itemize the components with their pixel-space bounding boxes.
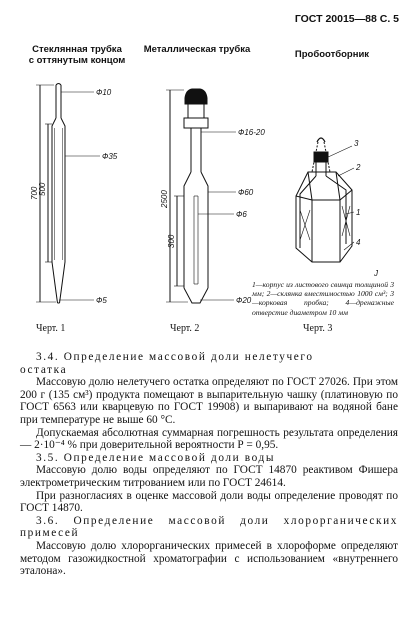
section-3-5-heading: 3.5. Определение массовой доли воды (36, 451, 276, 464)
fig1-label-d-mid: Ф35 (102, 152, 118, 161)
fig1-label-d-bot: Ф5 (96, 296, 107, 305)
body-text (20, 351, 398, 578)
figure-1-title-line1: Стеклянная трубка (32, 44, 122, 55)
figure-2-title: Металлическая трубка (143, 44, 251, 55)
section-3-4-heading: 3.4. Определение массовой доли нелетучего (36, 351, 314, 363)
fig3-number-1: 1 (356, 208, 361, 217)
figure-2-caption: Черт. 2 (170, 323, 200, 334)
fig2-label-d3: Ф6 (236, 210, 247, 219)
section-3-5-paragraph-2: При разногласиях в оценке массовой доли воды определение проводят по ГОСТ 14870. (20, 489, 398, 515)
gost-header: ГОСТ 20015—88 С. 5 (294, 13, 399, 25)
fig3-number-4: 4 (356, 238, 361, 247)
fig2-label-len-part: 300 (167, 234, 176, 248)
fig1-label-d-top: Ф10 (96, 88, 112, 97)
fig1-label-len-total: 700 (30, 186, 39, 200)
section-3-4-heading-cont: остатка (20, 363, 68, 376)
fig1-label-len-part: 500 (38, 182, 47, 196)
figure-3-title: Пробоотборник (294, 49, 370, 60)
fig2-label-d2: Ф60 (238, 188, 254, 197)
figure-3-caption: Черт. 3 (303, 323, 333, 334)
section-3-6-paragraph-1: Массовую долю хлорорганических примесей в хлороформе определяют методом газожидкостной хроматографии с использованием «внутреннего эталона». (20, 539, 398, 578)
fig2-label-len-total: 2500 (160, 190, 169, 208)
section-3-4-paragraph-2: Допускаемая абсолютная суммарная погрешность результата определения — 2·10⁻⁴ % при доверительной вероятности Р = 0,95. (20, 426, 398, 452)
figure-1-title-line2: с оттянутым концом (28, 55, 126, 66)
fig3-number-2: 2 (356, 163, 361, 172)
section-3-4-paragraph-1: Массовую долю нелетучего остатка определяют по ГОСТ 27026. При этом 200 г (135 см³) продукта помещают в выпарительную чашку (платиновую по ГОСТ 6563 или кварцевую по ГОСТ 19908) и выпаривают на водяной бане при температуре не выше 60 °С. (20, 376, 398, 426)
section-3-6-heading: 3.6. Определение массовой доли хлорорганических примесей (20, 514, 398, 540)
fig3-number-j: J (374, 269, 378, 278)
fig3-number-3: 3 (354, 139, 359, 148)
sampler-drawing (296, 138, 354, 262)
figure-1-caption: Черт. 1 (36, 323, 66, 334)
figure-3-legend: 1—корпус из листового свинца толщиной 3 мм; 2—склянка вместимостью 1000 см³; 3—корковая пробка; 4—дренажные отверстие диаметром 10 мм (252, 280, 394, 317)
fig2-label-d1: Ф16-20 (238, 128, 265, 137)
section-3-5-paragraph-1: Массовую долю воды определяют по ГОСТ 14870 реактивом Фишера электрометрическим титрованием или по ГОСТ 24614. (20, 464, 398, 489)
fig2-label-d4: Ф20 (236, 296, 252, 305)
metal-tube-drawing (166, 89, 236, 303)
